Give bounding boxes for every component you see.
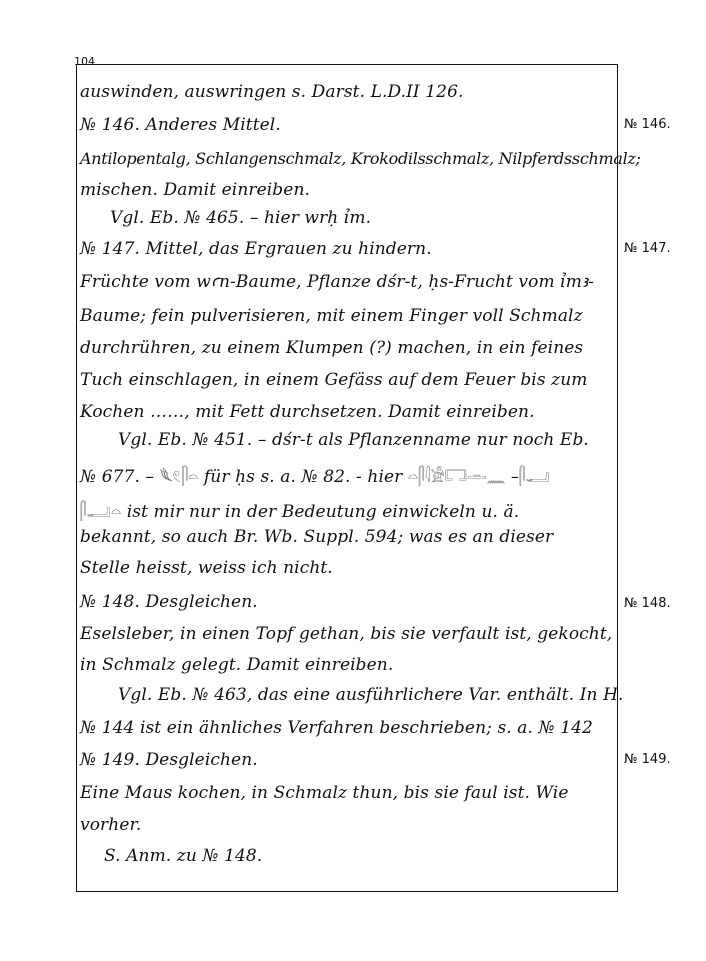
margin-note-147: № 147. (624, 241, 671, 256)
text-line-2: № 146. Anderes Mittel. (80, 115, 281, 135)
text-line-16: Stelle heisst, weiss ich nicht. (80, 558, 333, 578)
text-line-7: Früchte vom wꜥn-Baume, Pflanze dśr-t, ḥs-Frucht vom ỉmꜣ- (80, 272, 594, 292)
text-line-19: in Schmalz gelegt. Damit einreiben. (80, 655, 394, 675)
text-line-18: Eselsleber, in einen Topf gethan, bis sie verfault ist, gekocht, (80, 624, 613, 644)
text-line-23: Eine Maus kochen, in Schmalz thun, bis sie faul ist. Wie (80, 783, 569, 803)
text-line-13-start: № 677. – (80, 467, 160, 487)
text-line-13 (80, 462, 550, 488)
page-number: 104 (74, 55, 95, 68)
margin-note-148: № 148. (624, 596, 671, 611)
text-line-12: Vgl. Eb. № 451. – dśr-t als Pflanzenname nur noch Eb. (118, 430, 589, 450)
text-line-25: S. Anm. zu № 148. (104, 846, 263, 866)
text-line-14 (80, 497, 519, 523)
text-line-20: Vgl. Eb. № 463, das eine ausführlichere Var. enthält. In H. (118, 685, 624, 705)
text-line-22: № 149. Desgleichen. (80, 750, 258, 770)
text-line-9: durchrühren, zu einem Klumpen (?) machen, in ein feines (80, 338, 584, 358)
text-line-15: bekannt, so auch Br. Wb. Suppl. 594; was es an dieser (80, 527, 554, 547)
text-line-11: Kochen ……, mit Fett durchsetzen. Damit einreiben. (80, 402, 535, 422)
text-line-5: Vgl. Eb. № 465. – hier wrḥ ỉm. (110, 208, 372, 228)
margin-note-149: № 149. (624, 752, 671, 767)
text-line-3: Antilopentalg, Schlangenschmalz, Krokodilsschmalz, Nilpferdsschmalz; (80, 149, 641, 168)
hieroglyph-group-3: 𓋴𓂝𓏏 (80, 502, 122, 521)
text-line-8: Baume; fein pulverisieren, mit einem Finger voll Schmalz (80, 306, 583, 326)
text-line-21: № 144 ist ein ähnliches Verfahren beschrieben; s. a. № 142 (80, 718, 593, 738)
text-line-10: Tuch einschlagen, in einem Gefäss auf dem Feuer bis zum (80, 370, 588, 390)
text-line-6: № 147. Mittel, das Ergrauen zu hindern. (80, 239, 432, 259)
margin-note-146: № 146. (624, 117, 671, 132)
hieroglyph-group-1: 𓆰𓏲𓋴𓏏 (159, 467, 199, 486)
text-line-17: № 148. Desgleichen. (80, 592, 258, 612)
text-line-1: auswinden, auswringen s. Darst. L.D.II 126. (80, 82, 464, 102)
text-line-24: vorher. (80, 815, 142, 835)
text-line-13-middle: für ḥs s. a. № 82. - hier (198, 467, 408, 487)
text-line-14-text: ist mir nur in der Bedeutung einwickeln u. ä. (121, 502, 520, 522)
hieroglyph-group-2: 𓏏𓋴𓇋𓀀𓉐𓏛𓈖 –𓋴𓂝 (407, 467, 550, 486)
text-line-4: mischen. Damit einreiben. (80, 180, 310, 200)
